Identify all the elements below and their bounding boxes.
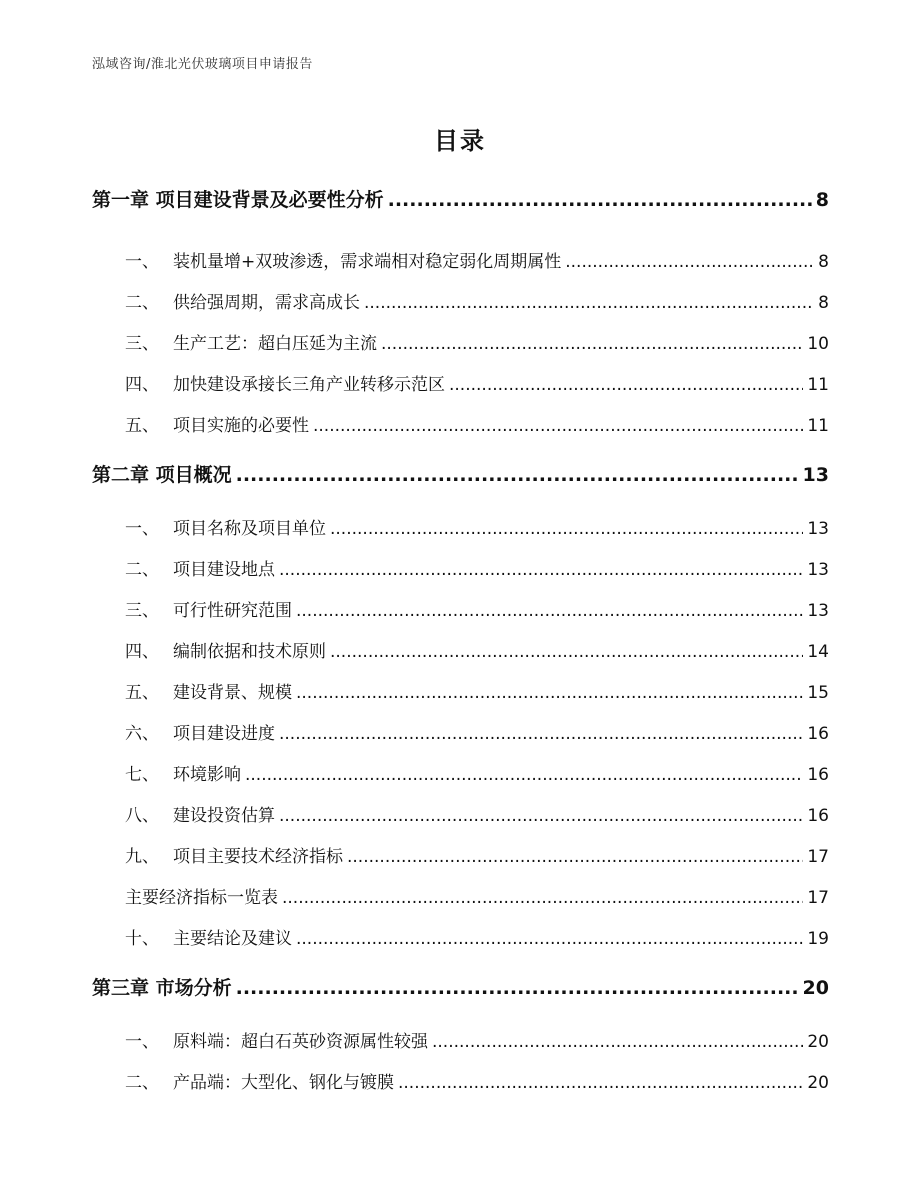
- toc-entry-section[interactable]: [125, 411, 829, 436]
- toc-entry-label: 主要结论及建议: [173, 929, 292, 949]
- dot-leader: [313, 416, 803, 436]
- toc-page-number: 11: [807, 416, 829, 436]
- dot-leader: [279, 724, 803, 744]
- dot-leader: [364, 293, 814, 313]
- toc-entry-number: 一、: [125, 252, 159, 272]
- toc-page-number: 17: [807, 847, 829, 867]
- toc-page-number: 16: [807, 765, 829, 785]
- dot-leader: [347, 847, 803, 867]
- dot-leader: [330, 642, 803, 662]
- dot-leader: [236, 464, 799, 486]
- toc-entry-section[interactable]: [125, 801, 829, 826]
- dot-leader: [296, 683, 803, 703]
- toc-entry-label: 编制依据和技术原则: [173, 642, 326, 662]
- toc-entry-label: 供给强周期，需求高成长: [173, 293, 360, 313]
- toc-entry-number: 三、: [125, 334, 159, 354]
- toc-entry-label: 项目建设进度: [173, 724, 275, 744]
- toc-entry-number: 二、: [125, 293, 159, 313]
- toc-entry-number: 四、: [125, 642, 159, 662]
- toc-title: 目录: [434, 127, 486, 155]
- toc-page-number: 8: [818, 252, 829, 272]
- running-header: 泓域咨询/淮北光伏玻璃项目申请报告: [92, 57, 313, 72]
- toc-entry-label: 加快建设承接长三角产业转移示范区: [173, 375, 445, 395]
- toc-entry-number: 二、: [125, 560, 159, 580]
- toc-page-number: 10: [807, 334, 829, 354]
- toc-entry-number: 八、: [125, 806, 159, 826]
- toc-entry-label: 可行性研究范围: [173, 601, 292, 621]
- toc-entry-section[interactable]: [125, 288, 829, 313]
- toc-entry-label: 建设背景、规模: [173, 683, 292, 703]
- toc-entry-chapter[interactable]: [92, 185, 829, 212]
- toc-page-number: 17: [807, 888, 829, 908]
- toc-page-number: 13: [807, 560, 829, 580]
- toc-entry-number: 三、: [125, 601, 159, 621]
- toc-page-number: 14: [807, 642, 829, 662]
- dot-leader: [398, 1073, 803, 1093]
- toc-page-number: 19: [807, 929, 829, 949]
- dot-leader: [565, 252, 814, 272]
- toc-entry-label: 建设投资估算: [173, 806, 275, 826]
- toc-entry-chapter[interactable]: [92, 460, 829, 487]
- toc-entry-section[interactable]: [125, 924, 829, 949]
- toc-entry-section[interactable]: [125, 1068, 829, 1093]
- toc-page-number: 13: [807, 601, 829, 621]
- toc-entry-label: 项目名称及项目单位: [173, 519, 326, 539]
- toc-entry-label: 主要经济指标一览表: [125, 888, 278, 908]
- toc-entry-label: 第一章 项目建设背景及必要性分析: [92, 189, 384, 211]
- dot-leader: [245, 765, 803, 785]
- toc-entry-number: 十、: [125, 929, 159, 949]
- toc-entry-number: 五、: [125, 416, 159, 436]
- toc-page-number: 16: [807, 724, 829, 744]
- toc-page-number: 15: [807, 683, 829, 703]
- dot-leader: [279, 806, 803, 826]
- toc-entry-section[interactable]: [125, 719, 829, 744]
- toc-entry-section[interactable]: [125, 1027, 829, 1052]
- dot-leader: [296, 929, 803, 949]
- dot-leader: [330, 519, 803, 539]
- toc-entry-section[interactable]: [125, 883, 829, 908]
- toc-entry-section[interactable]: [125, 842, 829, 867]
- toc-entry-section[interactable]: [125, 760, 829, 785]
- toc-entry-label: 生产工艺：超白压延为主流: [173, 334, 377, 354]
- toc-entry-label: 第二章 项目概况: [92, 464, 232, 486]
- toc-entry-section[interactable]: [125, 329, 829, 354]
- toc-page-number: 13: [807, 519, 829, 539]
- toc-entry-number: 六、: [125, 724, 159, 744]
- toc-entry-chapter[interactable]: [92, 973, 829, 1000]
- toc-entry-section[interactable]: [125, 555, 829, 580]
- toc-entry-section[interactable]: [125, 514, 829, 539]
- toc-entry-section[interactable]: [125, 596, 829, 621]
- toc-page-number: 13: [802, 464, 829, 486]
- toc-page-number: 8: [815, 189, 829, 211]
- toc-entry-section[interactable]: [125, 370, 829, 395]
- toc-entry-section[interactable]: [125, 637, 829, 662]
- toc-entry-label: 原料端：超白石英砂资源属性较强: [173, 1032, 428, 1052]
- toc-entry-number: 七、: [125, 765, 159, 785]
- dot-leader: [432, 1032, 803, 1052]
- dot-leader: [381, 334, 803, 354]
- dot-leader: [236, 977, 799, 999]
- toc-entry-number: 二、: [125, 1073, 159, 1093]
- toc-entry-number: 五、: [125, 683, 159, 703]
- toc-entry-label: 第三章 市场分析: [92, 977, 232, 999]
- toc-page-number: 20: [807, 1073, 829, 1093]
- toc-entry-number: 一、: [125, 1032, 159, 1052]
- toc-entry-label: 项目实施的必要性: [173, 416, 309, 436]
- toc-entry-section[interactable]: [125, 247, 829, 272]
- toc-page-number: 11: [807, 375, 829, 395]
- toc-entry-number: 一、: [125, 519, 159, 539]
- toc-entry-label: 环境影响: [173, 765, 241, 785]
- toc-page-number: 20: [802, 977, 829, 999]
- toc-page-number: 20: [807, 1032, 829, 1052]
- dot-leader: [388, 189, 812, 211]
- dot-leader: [282, 888, 803, 908]
- toc-page-number: 8: [818, 293, 829, 313]
- toc-entry-section[interactable]: [125, 678, 829, 703]
- toc-entry-label: 装机量增+双玻渗透，需求端相对稳定弱化周期属性: [173, 252, 562, 272]
- toc-page-number: 16: [807, 806, 829, 826]
- toc-entry-number: 四、: [125, 375, 159, 395]
- dot-leader: [279, 560, 803, 580]
- dot-leader: [449, 375, 803, 395]
- dot-leader: [296, 601, 803, 621]
- toc-entry-label: 项目主要技术经济指标: [173, 847, 343, 867]
- toc-entry-number: 九、: [125, 847, 159, 867]
- toc-entry-label: 产品端：大型化、钢化与镀膜: [173, 1073, 394, 1093]
- toc-entry-label: 项目建设地点: [173, 560, 275, 580]
